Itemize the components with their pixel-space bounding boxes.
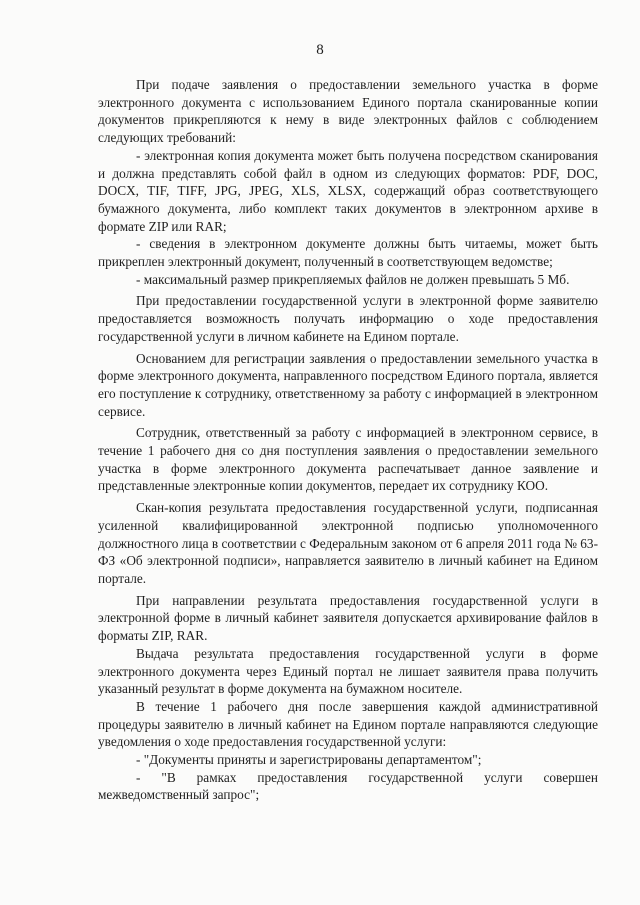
paragraph-registration-basis: Основанием для регистрации заявления о предоставлении земельного участка в форме электронного документа, направленного посредством Единого портала, является его поступление к сотруднику, ответственному за работу с информацией в электронном сервисе. [98, 350, 598, 419]
list-item-notification-interagency-request: - "В рамках предоставления государственной услуги совершен межведомственный запрос"; [98, 769, 598, 803]
paragraph-employee-processing: Сотрудник, ответственный за работу с информацией в электронном сервисе, в течение 1 рабочего дня со дня поступления заявления о предоставлении земельного участка в форме электронного документа распечатывает данное заявление и представленные электронные копии документов, передает их сотруднику КОО. [98, 425, 598, 494]
list-item-notification-accepted: - "Документы приняты и зарегистрированы департаментом"; [136, 752, 482, 768]
paragraph-scan-copy-result: Скан-копия результата предоставления государственной услуги, подписанная усиленной квалифицированной электронной подписью уполномоченного должностного лица в соответствии с Федеральным законом от 6 апреля 2011 года № 63-ФЗ «Об электронной подписи», направляется заявителю в личный кабинет на Едином портале. [98, 500, 598, 586]
paragraph-requirement-readable: - сведения в электронном документе должны быть читаемы, может быть прикреплен электронный документ, полученный в соответствующем ведомстве; [98, 236, 598, 270]
paragraph-electronic-form-info: При предоставлении государственной услуги в электронной форме заявителю предоставляется возможность получать информацию о ходе предоставления государственной услуги в личном кабинете на Едином портале. [98, 293, 598, 344]
paragraph-archiving: При направлении результата предоставления государственной услуги в электронной форме в личный кабинет заявителя допускается архивирование файлов в форматы ZIP, RAR. [98, 592, 598, 644]
paragraph-notifications: В течение 1 рабочего дня после завершения каждой административной процедуры заявителю в личный кабинет на Едином портале направляются следующие уведомления о ходе предоставления государственной услуги: [98, 698, 598, 750]
document-body [98, 76, 598, 804]
paragraph-requirement-max-size: - максимальный размер прикрепляемых файлов не должен превышать 5 Мб. [136, 271, 570, 287]
paragraph-paper-result: Выдача результата предоставления государственной услуги в форме электронного документа через Единый портал не лишает заявителя права получить указанный результат в форме документа на бумажном носителе. [98, 645, 598, 697]
page-number: 8 [316, 42, 324, 58]
paragraph-requirement-formats: - электронная копия документа может быть получена посредством сканирования и должна представлять собой файл в одном из следующих форматов: PDF, DOC, DOCX, TIF, TIFF, JPG, JPEG, XLS, XLSX, содержащий образ соответствующего бумажного документа, либо комплект таких документов в электронном архиве в формате ZIP или RAR; [98, 147, 598, 234]
paragraph-intro: При подаче заявления о предоставлении земельного участка в форме электронного документа с использованием Единого портала сканированные копии документов прикрепляются к нему в виде электронных файлов с соблюдением следующих требований: [98, 77, 598, 146]
